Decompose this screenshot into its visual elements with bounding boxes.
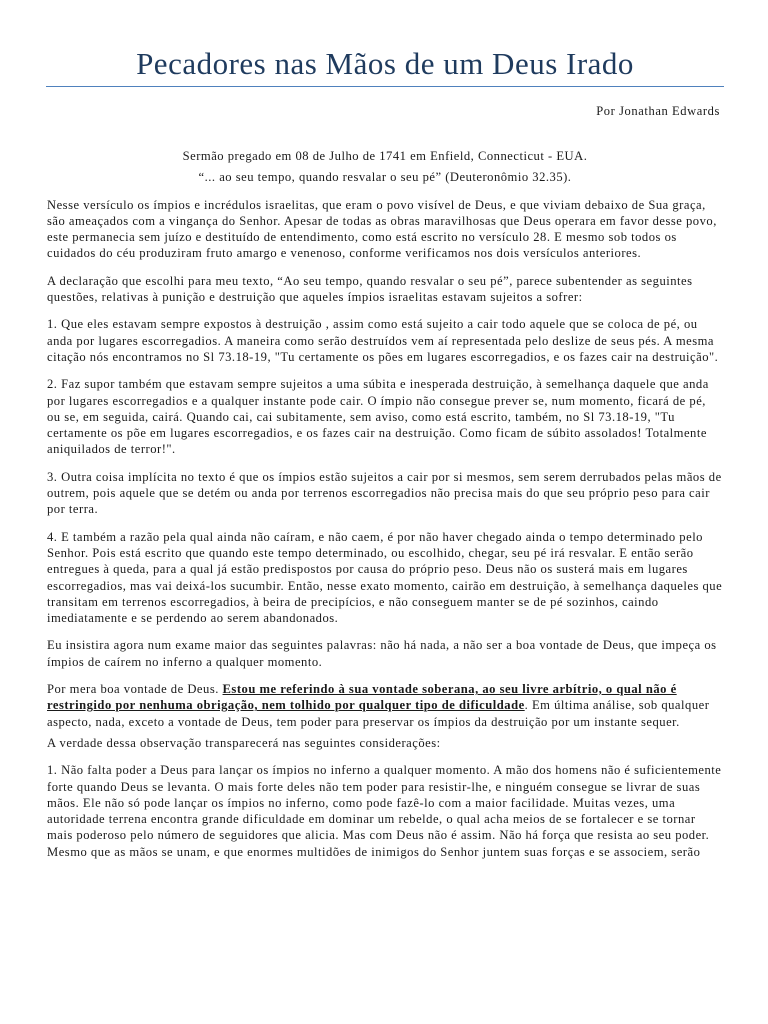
scripture-quote: “... ao seu tempo, quando resvalar o seu pé” (Deuteronômio 32.35).: [198, 170, 572, 185]
paragraph-point-4: 4. E também a razão pela qual ainda não caíram, e não caem, é por não haver chegado ainda o tempo determinado pelo Senhor. Pois está escrito que quando este tempo determinado, ou escolhido, chegar, seu pé irá resvalar. E então serão entregues à queda, para a qual já estão predispostos por causa do próprio peso. Deus não os susterá mais em lugares escorregadios, mas vai deixá-los sucumbir. Então, nesse exato momento, cairão em destruição, à semelhança daqueles que transitam em terrenos escorregadios, à beira de precipícios, e não conseguem manter se de pé sozinhos, caindo imediatamente e se perdendo ao serem abandonados.: [47, 529, 723, 626]
paragraph-consideration-1: 1. Não falta poder a Deus para lançar os ímpios no inferno a qualquer momento. A mão dos homens não é suficientemente forte quando Deus se levanta. O mais forte deles não tem poder para resistir-lhe, e ninguém consegue se livrar de suas mãos. Ele não só pode lançar os ímpios no inferno, como pode fazê-lo com a maior facilidade. Muitas vezes, uma autoridade terrena encontra grande dificuldade em dominar um rebelde, o qual acha meios de se fortalecer e se tornar mais poderoso pelo número de seguidores que alicia. Mas com Deus não é assim. Não há força que resista ao seu poder. Mesmo que as mãos se unam, e que enormes multidões de inimigos do Senhor juntem suas forças e se associem, serão: [47, 763, 722, 859]
good-will-emphasis: Estou me referindo à sua vontade soberana, ao seu livre arbítrio, o qual não é restringido por nenhuma obrigação, nem tolhido por qualquer tipo de dificuldade: [47, 682, 677, 713]
paragraph-declaration: A declaração que escolhi para meu texto, “Ao seu tempo, quando resvalar o seu pé”, parece subentender as seguintes questões, relativas à punição e destruição que aqueles ímpios israelitas estavam sujeitos a sofrer:: [47, 273, 693, 305]
document-title: Pecadores nas Mãos de um Deus Irado: [136, 46, 634, 81]
paragraph-insistence: Eu insistira agora num exame maior das seguintes palavras: não há nada, a não ser a boa vontade de Deus, que impeça os ímpios de caírem no inferno a qualquer momento.: [47, 638, 717, 669]
good-will-rest: . Em última análise, sob qualquer aspecto, nada, exceto a vontade de Deus, tem poder para preservar os ímpios da destruição por um instante sequer.: [47, 698, 710, 729]
author-line: Por Jonathan Edwards: [596, 104, 720, 118]
paragraph-good-will: [47, 681, 723, 730]
document-body: [47, 148, 723, 871]
paragraph-intro: Nesse versículo os ímpios e incrédulos israelitas, que eram o povo visível de Deus, e que viviam debaixo de Sua graça, são ameaçados com a vingança do Senhor. Apesar de todas as obras maravilhosas que Deus operara em favor desse povo, este permanecia sem juízo e destituído de entendimento, como está escrito no versículo 28. E mesmo sob todos os cuidados do céu produziram fruto amargo e venenoso, conforme verificamos nos dois versículos anteriores.: [47, 197, 717, 261]
paragraph-point-3: 3. Outra coisa implícita no texto é que os ímpios estão sujeitos a cair por si mesmos, sem serem derrubados pelas mãos de outrem, pois aquele que se detém ou anda por terrenos escorregadios não precisa mais do que seu próprio peso para cair por terra.: [47, 469, 722, 517]
sermon-info: Sermão pregado em 08 de Julho de 1741 em Enfield, Connecticut - EUA.: [182, 149, 588, 163]
paragraph-point-2: 2. Faz supor também que estavam sempre sujeitos a uma súbita e inesperada destruição, à semelhança daquele que anda por lugares escorregadios e a qualquer instante pode cair. O ímpio não consegue prever se, num momento, ficará de pé, ou se, em seguida, cairá. Quando cai, cai subitamente, sem aviso, como está escrito, também, no Sl 73.18-19, "Tu certamente os põe em lugares escorregadios, e os fazes cair na destruição. Como ficam de súbito assolados! Totalmente aniquilados de terror!".: [47, 377, 709, 457]
title-underline-divider: [46, 86, 724, 87]
paragraph-point-1: 1. Que eles estavam sempre expostos à destruição , assim como está sujeito a cair todo aquele que se coloca de pé, ou anda por lugares escorregadios. A maneira como serão destruídos vem aí representada pelo deslize de seus pés. A mesma citação nós encontramos no Sl 73.18-19, "Tu certamente os pões em lugares escorregadios, e os fazes cair na destruição".: [47, 317, 719, 364]
good-will-lead: Por mera boa vontade de Deus.: [47, 682, 223, 697]
paragraph-considerations: A verdade dessa observação transparecerá nas seguintes considerações:: [47, 735, 441, 750]
